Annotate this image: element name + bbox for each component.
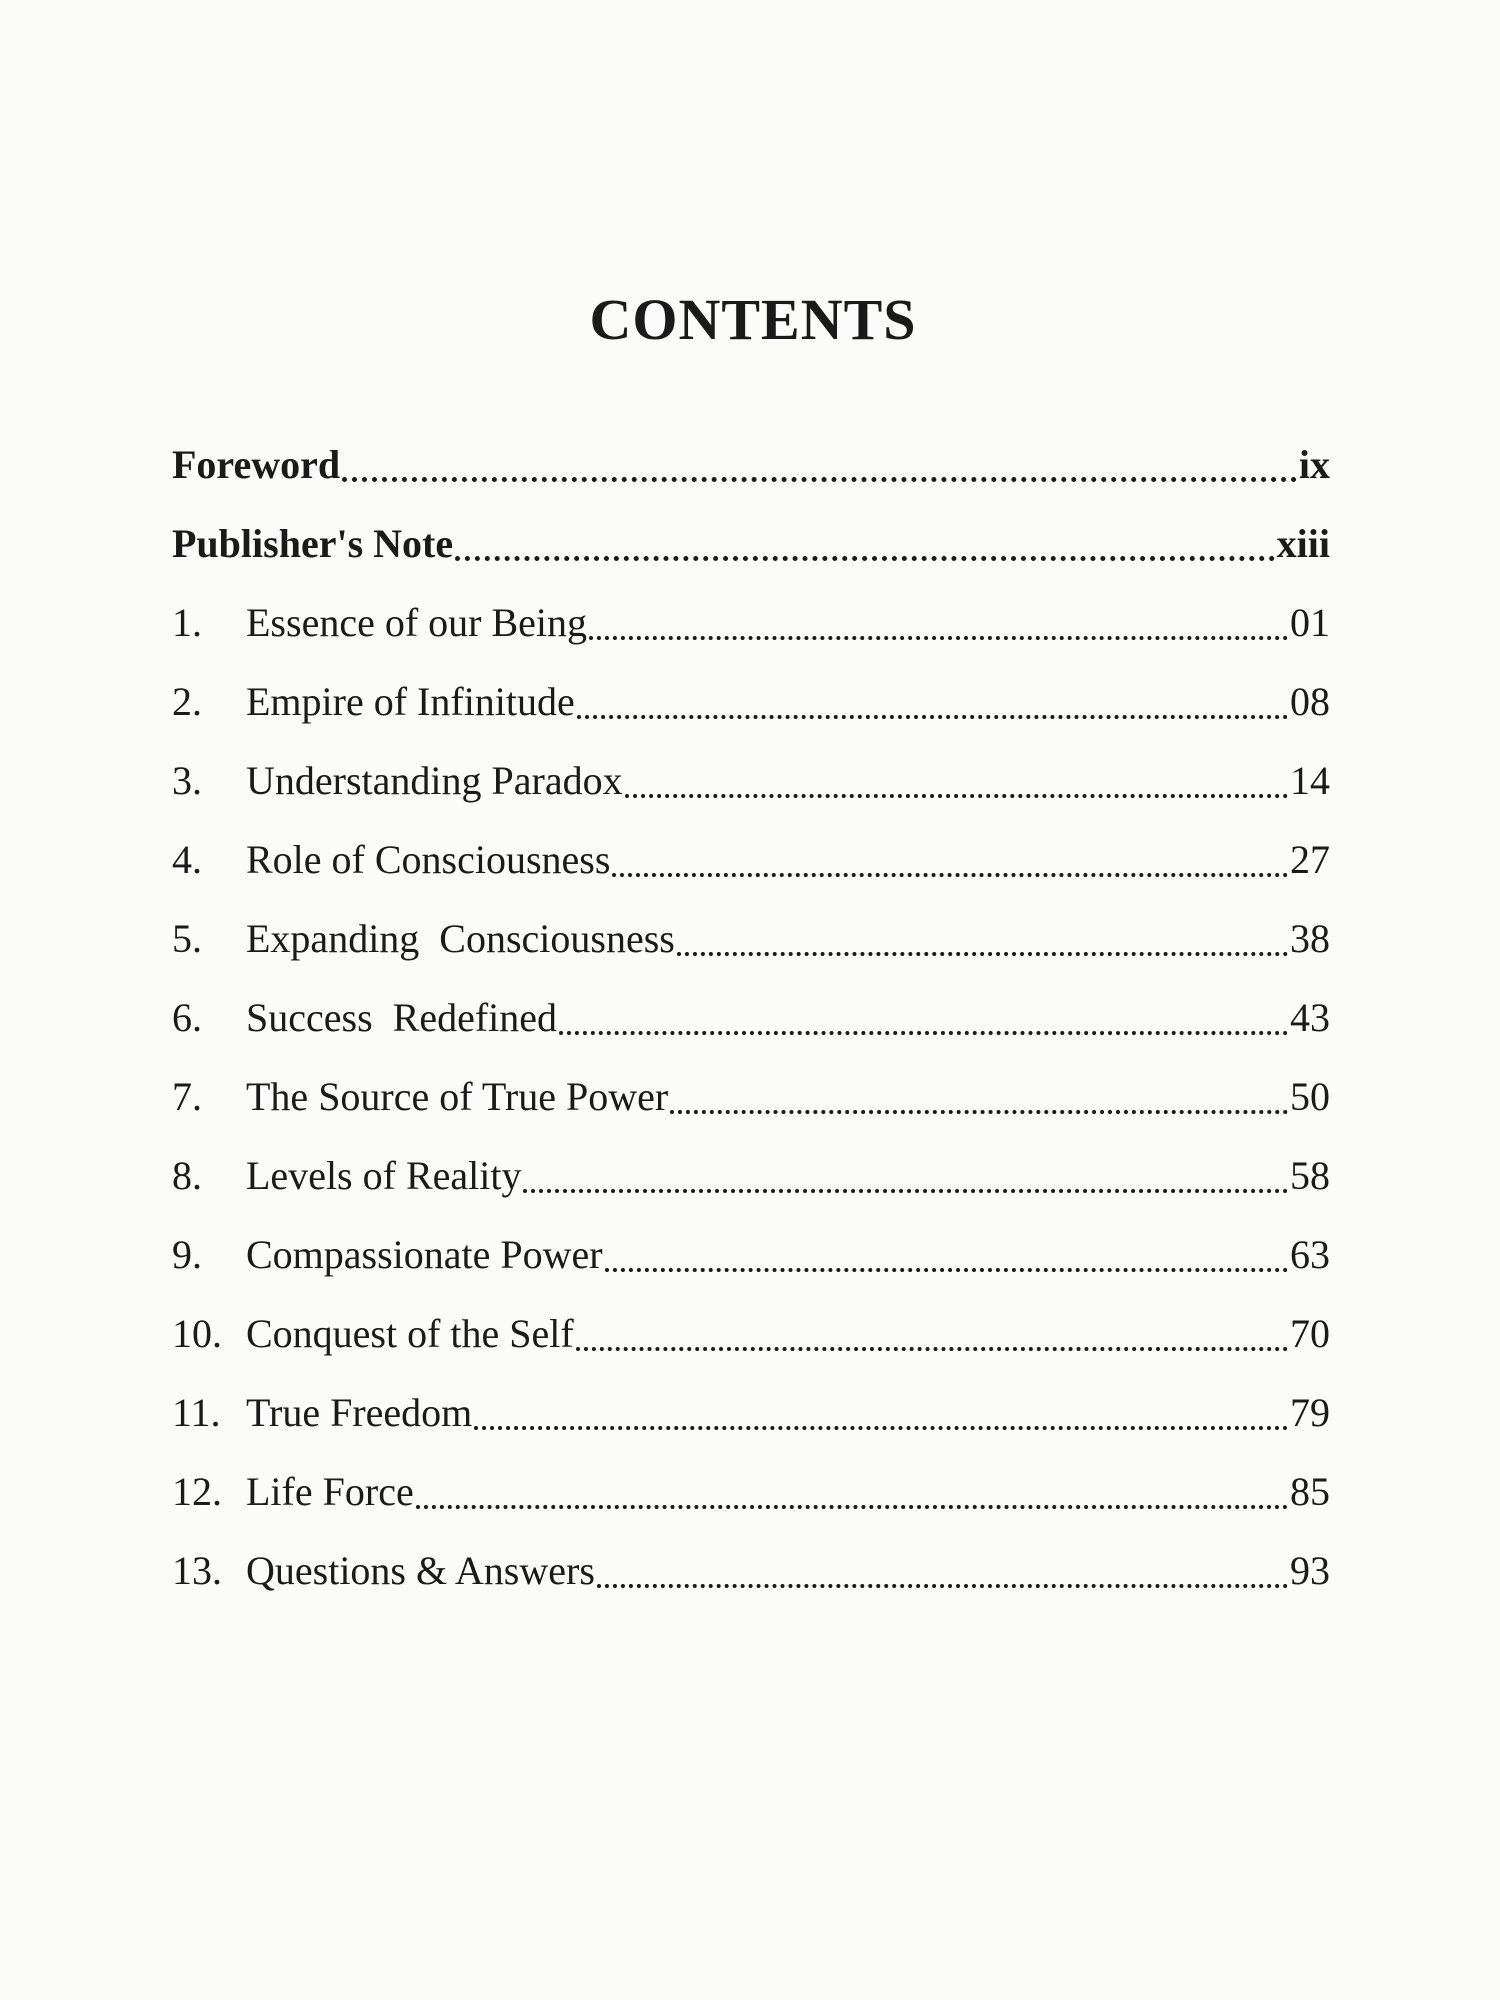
toc-entry-label: Publisher's Note [172,521,454,566]
chapter-number: 3. [172,758,202,803]
page-title: CONTENTS [589,287,917,352]
dot-leader [625,770,1288,820]
toc-entry-label: Life Force [246,1469,414,1514]
chapter-number: 7. [172,1074,202,1119]
dot-leader [612,849,1288,899]
toc-entry-page: 08 [1290,679,1330,724]
toc-entry-page: 27 [1290,837,1330,882]
toc-entry-label: The Source of True Power [246,1074,669,1119]
toc-entry-chapter[interactable] [172,1373,1330,1452]
dot-leader [559,1007,1288,1057]
toc-entry-chapter[interactable] [172,1294,1330,1373]
toc-entry-label: Questions & Answers [246,1548,595,1593]
dot-leader [342,454,1297,504]
chapter-number: 5. [172,916,202,961]
toc-entry-label: True Freedom [246,1390,473,1435]
dot-leader [523,1165,1288,1215]
dot-leader [474,1402,1288,1452]
toc-entry-page: 79 [1290,1390,1330,1435]
chapter-number: 2. [172,679,202,724]
toc-entry-chapter[interactable] [172,978,1330,1057]
toc-entry-label: Expanding Consciousness [246,916,675,961]
toc-entry-label: Success Redefined [246,995,558,1040]
chapter-number: 13. [172,1548,222,1593]
toc-entry-chapter[interactable] [172,820,1330,899]
chapter-number: 6. [172,995,202,1040]
toc-entry-label: Role of Consciousness [246,837,611,882]
toc-entry-page: ix [1298,442,1330,487]
toc-entry-page: xiii [1276,521,1330,566]
chapter-number: 9. [172,1232,202,1277]
toc-entry-chapter[interactable] [172,1531,1330,1610]
toc-entry-label: Understanding Paradox [246,758,623,803]
toc-entry-chapter[interactable] [172,1215,1330,1294]
toc-entry-page: 85 [1290,1469,1330,1514]
chapter-number: 10. [172,1311,222,1356]
chapter-number: 8. [172,1153,202,1198]
toc-entry-chapter[interactable] [172,583,1330,662]
dot-leader [597,1560,1288,1610]
toc-entry-page: 70 [1290,1311,1330,1356]
toc-entry-page: 43 [1290,995,1330,1040]
toc-entry-label: Conquest of the Self [246,1311,574,1356]
toc-entry-label: Levels of Reality [246,1153,522,1198]
toc-entry-chapter[interactable] [172,1136,1330,1215]
toc-entry-publishers-note[interactable] [172,504,1330,583]
toc-entry-chapter[interactable] [172,1452,1330,1531]
chapter-number: 4. [172,837,202,882]
toc-entry-label: Essence of our Being [246,600,588,645]
chapter-number: 1. [172,600,202,645]
toc-entry-chapter[interactable] [172,662,1330,741]
toc-entry-chapter[interactable] [172,899,1330,978]
chapter-number: 12. [172,1469,222,1514]
toc-entry-page: 14 [1290,758,1330,803]
dot-leader [576,1323,1288,1373]
toc-entry-label: Foreword [172,442,341,487]
toc-entry-chapter[interactable] [172,741,1330,820]
toc-entry-foreword[interactable] [172,425,1330,504]
toc-entry-label: Compassionate Power [246,1232,603,1277]
dot-leader [605,1244,1288,1294]
dot-leader [455,533,1275,583]
table-of-contents [172,425,1330,1610]
dot-leader [670,1086,1288,1136]
toc-entry-label: Empire of Infinitude [246,679,575,724]
dot-leader [677,928,1288,978]
toc-entry-page: 93 [1290,1548,1330,1593]
toc-entry-chapter[interactable] [172,1057,1330,1136]
toc-entry-page: 58 [1290,1153,1330,1198]
toc-entry-page: 38 [1290,916,1330,961]
dot-leader [589,612,1288,662]
chapter-number: 11. [172,1390,221,1435]
toc-entry-page: 63 [1290,1232,1330,1277]
toc-entry-page: 01 [1290,600,1330,645]
dot-leader [416,1481,1288,1531]
toc-entry-page: 50 [1290,1074,1330,1119]
dot-leader [577,691,1288,741]
